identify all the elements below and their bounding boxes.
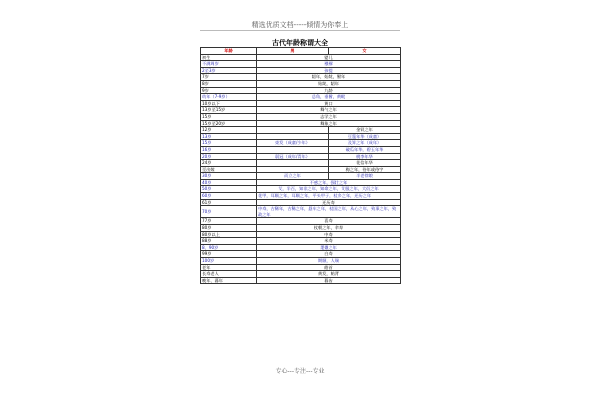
age-cell: 80岁 <box>201 225 257 232</box>
table-row <box>201 258 401 265</box>
age-cell: 长寿老人 <box>201 271 257 278</box>
age-cell: 70岁 <box>201 206 257 218</box>
age-cell: 80岁以上 <box>201 231 257 238</box>
male-term-cell: 弱冠（成年/青年） <box>257 153 329 160</box>
header-divider <box>200 30 400 31</box>
male-term-cell <box>257 133 329 140</box>
male-term-cell <box>257 166 329 173</box>
table-row <box>201 251 401 258</box>
age-cell: 8、90岁 <box>201 244 257 251</box>
age-cell: 99岁 <box>201 251 257 258</box>
table-row <box>201 206 401 218</box>
term-cell: 杖朝之年，伞寿 <box>257 225 401 232</box>
table-row <box>201 61 401 68</box>
age-cell: 30岁 <box>201 173 257 180</box>
age-cell: 13岁 <box>201 133 257 140</box>
term-cell: 期颐，人瑞 <box>257 258 401 265</box>
term-cell: 喜寿 <box>257 218 401 225</box>
table-body <box>201 54 401 284</box>
male-term-cell <box>257 127 329 134</box>
term-cell: 婴儿 <box>257 54 401 61</box>
term-cell: 龆年，始龀，髫年 <box>257 74 401 81</box>
header-female: 女 <box>329 48 401 55</box>
term-cell: 不惑之年，强壮之年 <box>257 179 401 186</box>
male-term-cell <box>257 160 329 167</box>
term-cell: 米寿 <box>257 238 401 245</box>
table-row <box>201 264 401 271</box>
age-cell: 15岁 <box>201 140 257 147</box>
table-row <box>201 199 401 206</box>
table-row <box>201 67 401 74</box>
age-cell: 晚年、暮年 <box>201 277 257 284</box>
age-cell: 77岁 <box>201 218 257 225</box>
term-cell: 艾，半百，知非之年，知命之年，艾服之年，大衍之年 <box>257 186 401 193</box>
table-row <box>201 127 401 134</box>
age-cell: 60岁 <box>201 193 257 200</box>
age-cell: 20岁 <box>201 153 257 160</box>
page-header: 精选优质文档-----倾情为你奉上 <box>251 21 349 29</box>
age-cell: 13岁至15岁 <box>201 107 257 114</box>
female-term-cell: 桃李年华 <box>329 153 401 160</box>
female-term-cell: 半老徐娘 <box>329 173 401 180</box>
header-male: 男 <box>257 48 329 55</box>
age-cell: 15岁 <box>201 113 257 120</box>
table-row <box>201 173 401 180</box>
term-cell: 志学之年 <box>257 113 401 120</box>
term-cell: 白寿 <box>257 251 401 258</box>
age-cell: 初生 <box>201 54 257 61</box>
age-cell: 至出嫁 <box>201 166 257 173</box>
term-cell: 黄口 <box>257 100 401 107</box>
table-row <box>201 238 401 245</box>
male-term-cell: 而立之年 <box>257 173 329 180</box>
age-cell: 100岁 <box>201 258 257 265</box>
age-cell: 9岁 <box>201 87 257 94</box>
female-term-cell: 豆蔻年华（成童） <box>329 133 401 140</box>
table-row <box>201 120 401 127</box>
age-cell: 10岁以下 <box>201 100 257 107</box>
table-row <box>201 140 401 147</box>
term-cell: 总角，垂髫，黄毗 <box>257 94 401 101</box>
age-cell: 幼年（7-9岁） <box>201 94 257 101</box>
term-cell: 始龀，龆年 <box>257 80 401 87</box>
term-cell: 黄发，鲐背 <box>257 271 401 278</box>
table-row <box>201 87 401 94</box>
table-row <box>201 218 401 225</box>
age-cell: 8岁 <box>201 80 257 87</box>
table-row <box>201 94 401 101</box>
table-row <box>201 113 401 120</box>
table-header-row <box>201 48 401 55</box>
age-cell: 不满周岁 <box>201 61 257 68</box>
term-cell: 襁褓 <box>257 61 401 68</box>
term-cell: 暮齿 <box>257 277 401 284</box>
age-cell: 61岁 <box>201 199 257 206</box>
term-cell: 舞勺之年 <box>257 107 401 114</box>
age-cell: 12岁 <box>201 127 257 134</box>
female-term-cell: 破瓜年华，碧玉年华 <box>329 146 401 153</box>
page-footer: 专心---专注---专业 <box>275 368 325 375</box>
term-cell: 九龄 <box>257 87 401 94</box>
female-term-cell: 金钗之年 <box>329 127 401 134</box>
term-cell: 孩提 <box>257 67 401 74</box>
table-row <box>201 231 401 238</box>
table-row <box>201 100 401 107</box>
table-row <box>201 133 401 140</box>
table-row <box>201 271 401 278</box>
age-cell: 老年 <box>201 264 257 271</box>
female-term-cell: 花信年华 <box>329 160 401 167</box>
age-cell: 16岁 <box>201 146 257 153</box>
table-row <box>201 153 401 160</box>
table-row <box>201 166 401 173</box>
age-cell: 2至3岁 <box>201 67 257 74</box>
age-cell: 40岁 <box>201 179 257 186</box>
table-row <box>201 244 401 251</box>
age-cell: 15岁至20岁 <box>201 120 257 127</box>
table-row <box>201 54 401 61</box>
table-row <box>201 179 401 186</box>
female-term-cell: 及笄之年（成年） <box>329 140 401 147</box>
age-cell: 88岁 <box>201 238 257 245</box>
table-row <box>201 225 401 232</box>
header-age: 年龄 <box>201 48 257 55</box>
male-term-cell <box>257 146 329 153</box>
table-row <box>201 193 401 200</box>
term-cell: 舞象之年 <box>257 120 401 127</box>
age-cell: 24岁 <box>201 160 257 167</box>
term-cell: 中寿 <box>257 231 401 238</box>
age-cell: 7岁 <box>201 74 257 81</box>
age-title-table <box>200 47 401 284</box>
table-row <box>201 107 401 114</box>
table-row <box>201 74 401 81</box>
table-title: 古代年龄称谓大全 <box>272 39 328 47</box>
term-cell: 花甲，耳顺之年，耳顺之年，平头甲子，杖乡之年，还历之年 <box>257 193 401 200</box>
term-cell: 中寿，古稀年，古稀之年，悬车之年，杖国之年，从心之年，致事之年，致政之年 <box>257 206 401 218</box>
term-cell: 皓首 <box>257 264 401 271</box>
table-row <box>201 80 401 87</box>
female-term-cell: 梅之年，待年或待字 <box>329 166 401 173</box>
age-cell: 50岁 <box>201 186 257 193</box>
table-row <box>201 160 401 167</box>
term-cell: 耄耋之年 <box>257 244 401 251</box>
table-row <box>201 277 401 284</box>
male-term-cell: 束发（成童/少年） <box>257 140 329 147</box>
table-row <box>201 186 401 193</box>
table-row <box>201 146 401 153</box>
term-cell: 还历寿 <box>257 199 401 206</box>
